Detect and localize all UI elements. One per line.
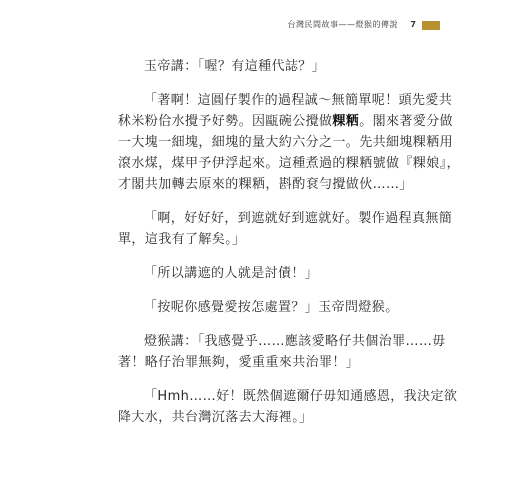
gold-thumb-tab <box>422 21 440 30</box>
text-line: 「按呢你感覺愛按怎處置？」玉帝問燈猴。 <box>144 300 399 315</box>
text-segment: 秫米粉佮水攪予好勢。因甌碗公攪做 <box>118 114 333 129</box>
paragraph-6 <box>118 331 446 373</box>
page-number: 7 <box>410 20 416 29</box>
paragraph-5 <box>118 297 414 318</box>
running-header-title: 台灣民間故事——燈猴的傳說 <box>287 20 398 29</box>
emphasized-term: 粿粞 <box>332 114 360 129</box>
running-header <box>0 19 520 33</box>
text-segment: 。閣來著愛分做 <box>359 114 454 129</box>
text-line: 燈猴講：「我感覺乎……應該愛略仔共個治罪……毋 <box>144 334 446 349</box>
text-line: 「啊，好好好，到遮就好到遮就好。製作過程真無簡 <box>144 211 453 226</box>
story-text <box>118 56 460 441</box>
text-line: 單，這我有了解矣。」 <box>118 232 246 247</box>
text-line: 「所以講遮的人就是討債！」 <box>144 266 319 281</box>
text-line: 一大塊一細塊，細塊的量大約六分之一。先共細塊粿粞用 <box>118 135 454 150</box>
text-line: 「著啊！這圓仔製作的過程誠～無簡單呢！頭先愛共 <box>144 93 453 108</box>
text-line: 滾水煤，煤甲予伊浮起來。這種煮過的粿粞號做『粿娘』， <box>118 156 460 171</box>
text-line: 玉帝講：「喔？有這種代誌？」 <box>144 59 326 74</box>
paragraph-1 <box>118 56 414 77</box>
text-line: 著！略仔治罪無夠，愛重重來共治罪！」 <box>118 355 360 370</box>
text-line: 「Hmh……好！既然個遮爾仔毋知通感恩，我決定欲 <box>144 389 458 404</box>
paragraph-2 <box>118 90 460 195</box>
text-line: 才閣共加轉去原來的粿粞，斟酌袞勻攪做伙……」 <box>118 177 413 192</box>
paragraph-4 <box>118 263 414 284</box>
paragraph-3 <box>118 208 453 250</box>
text-line-with-emphasis <box>118 111 454 132</box>
paragraph-7 <box>118 386 458 428</box>
text-line: 降大水，共台灣沉落去大海裡。」 <box>118 410 313 425</box>
